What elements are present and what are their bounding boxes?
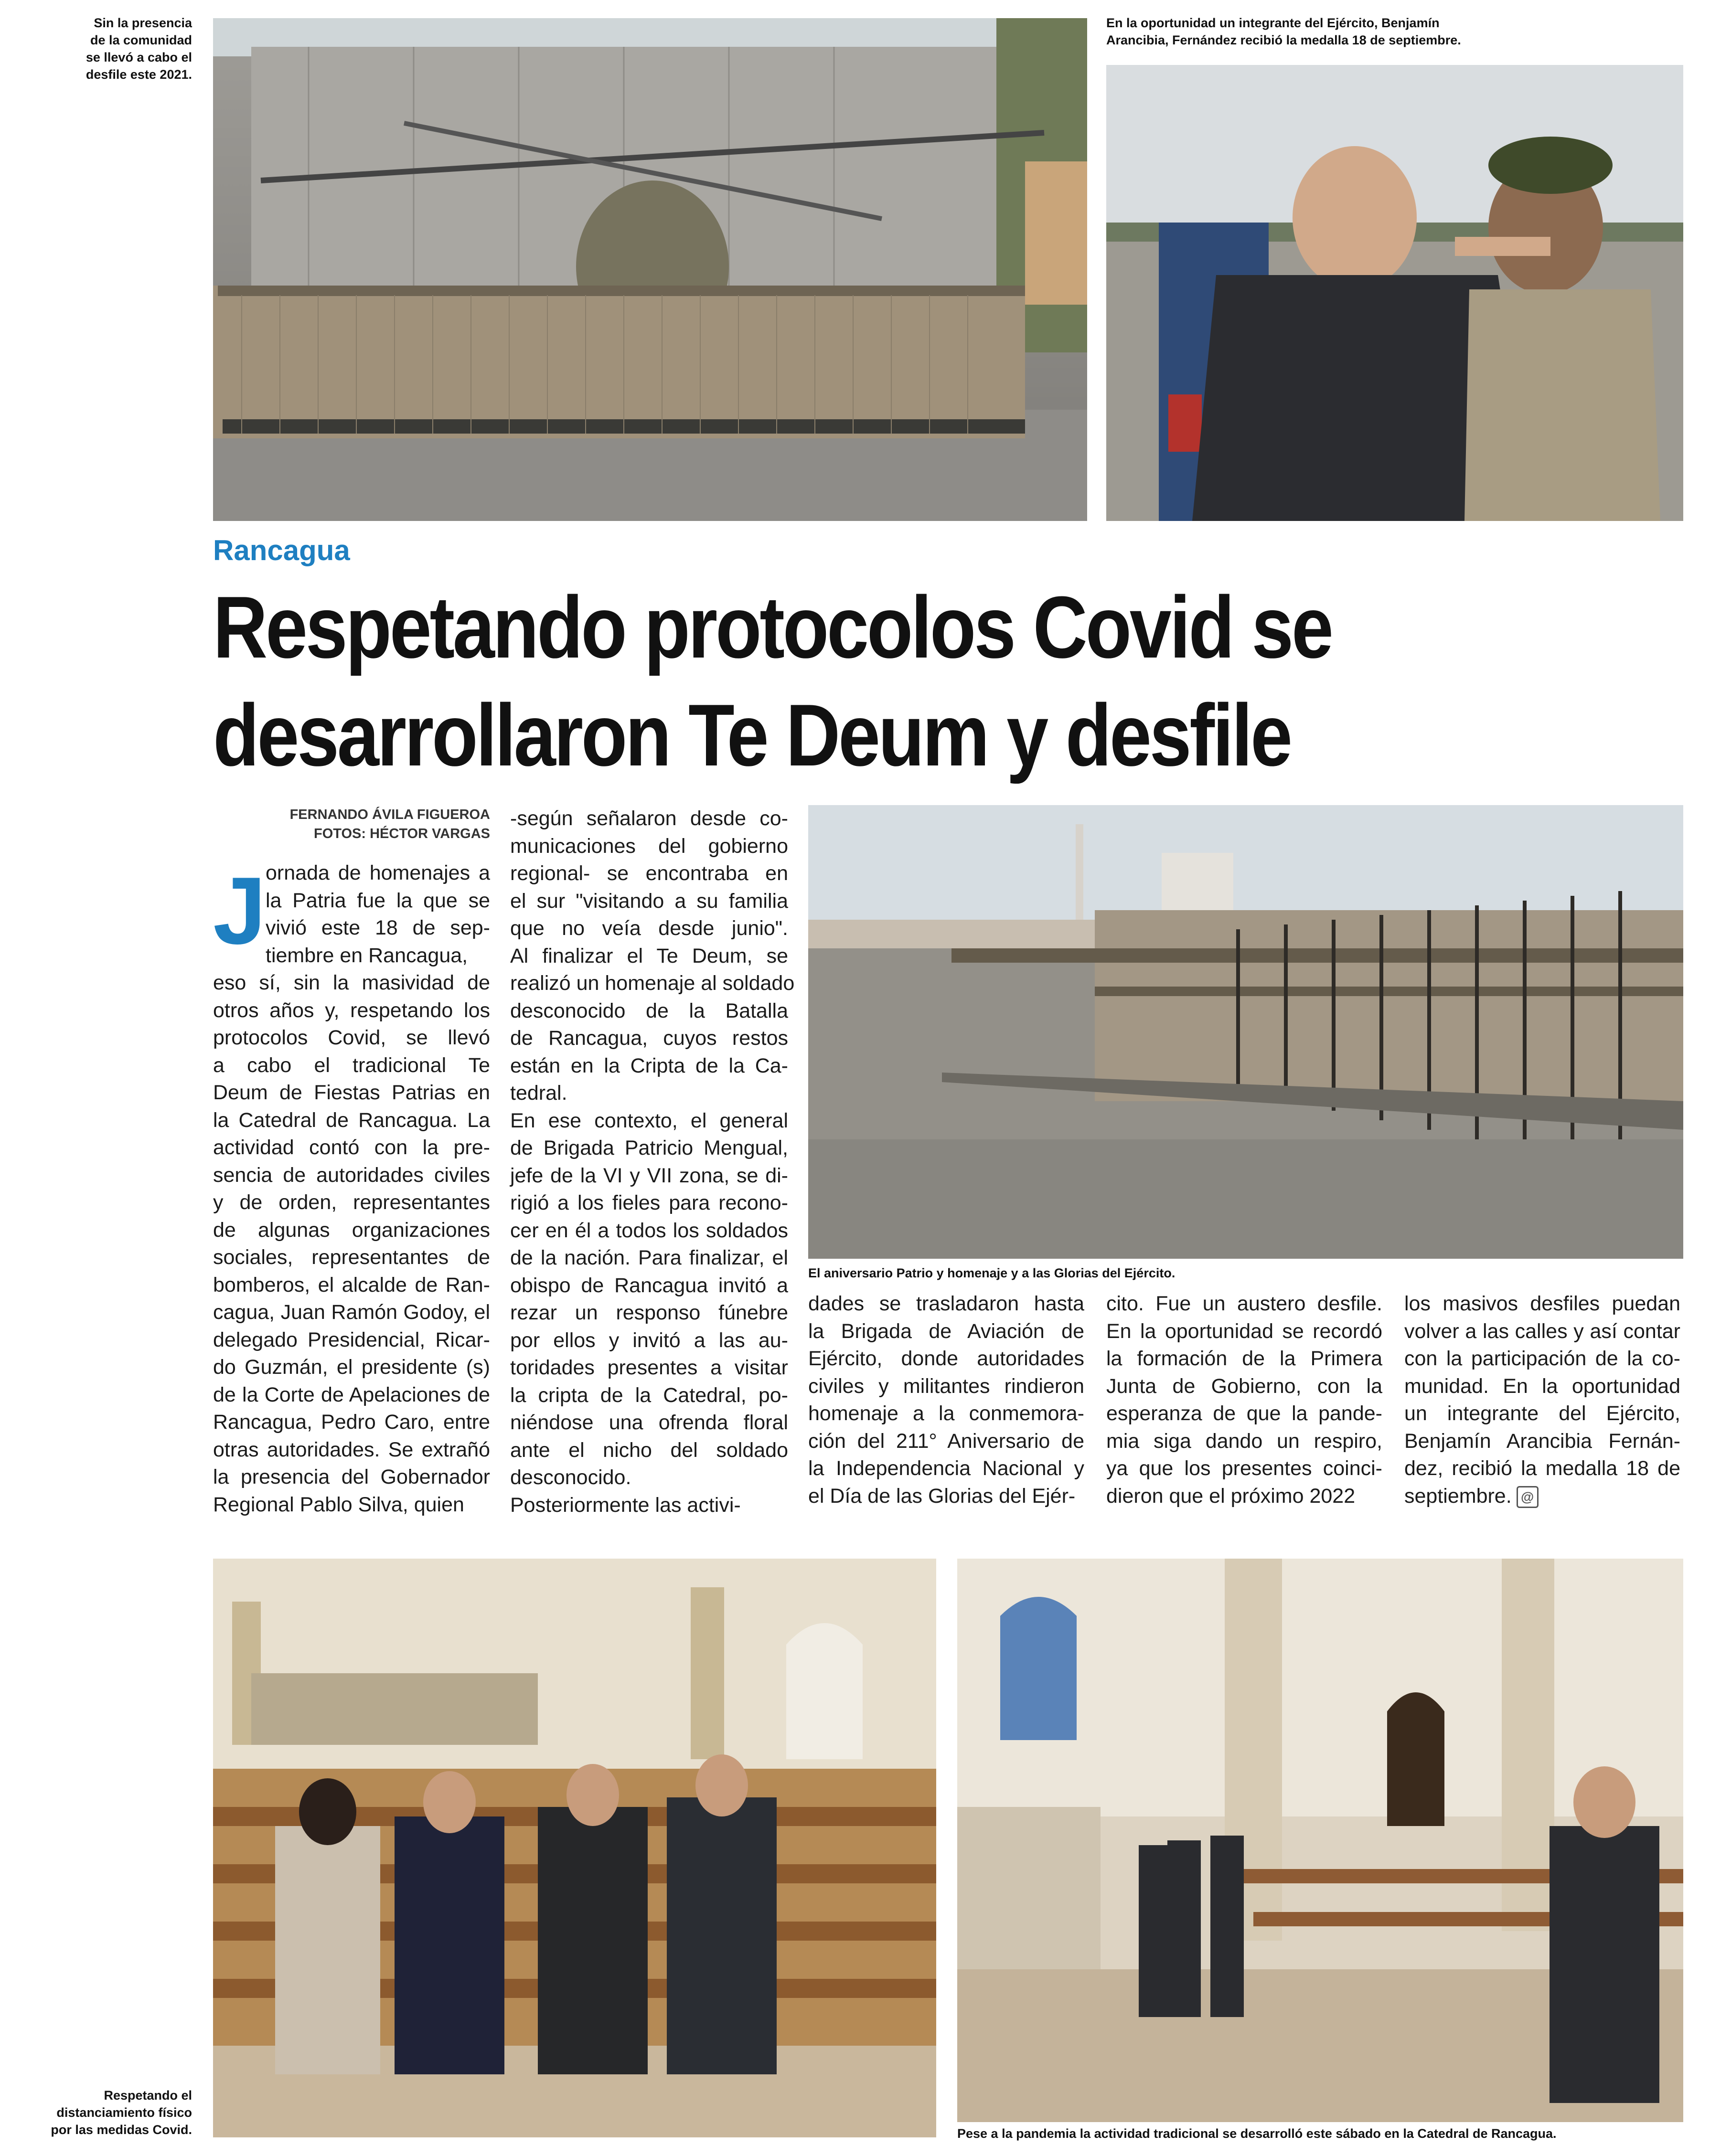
article-column-4 [1106,1290,1382,1510]
text-line: y de orden, representantes [213,1191,490,1214]
parade-helicopter-image [213,18,1087,521]
headline-line-2: desarrollaron Te Deum y desfile [213,686,1291,784]
article-column-5 [1404,1290,1680,1510]
caption-top-left [67,14,192,83]
text-line: sencia de autoridades civiles [213,1163,490,1187]
text-line: jefe de la VI y VII zona, se di- [510,1164,788,1187]
text-line: de la nación. Para finalizar, el [510,1246,788,1269]
text-line: otros años y, respetando los [213,998,490,1022]
text-line: En la oportunidad se recordó [1106,1319,1382,1343]
text-line: la cripta de la Catedral, po- [510,1383,788,1407]
text-line: la Brigada de Aviación de [808,1319,1084,1343]
text-line: delegado Presidencial, Ricar- [213,1328,490,1351]
text-line: Posteriormente las activi- [510,1493,741,1517]
headline [213,573,1470,789]
text-line: cagua, Juan Ramón Godoy, el [213,1301,490,1324]
text-line: rezar un responso fúnebre [510,1301,788,1324]
text-line: de Brigada Patricio Mengual, [510,1136,788,1159]
text-line: los masivos desfiles puedan [1404,1292,1680,1315]
text-line: sociales, representantes de [213,1246,490,1269]
caption-line: desfile este 2021. [86,67,192,82]
cathedral-seated-image [213,1559,936,2137]
text-line: de la Corte de Apelaciones de [213,1383,490,1406]
text-line: toridades presentes a visitar [510,1356,788,1379]
text-line: tedral. [510,1082,567,1105]
text-line: niéndose una ofrenda floral [510,1411,788,1434]
text-line: dades se trasladaron hasta [808,1292,1084,1315]
text-line: Ejército, donde autoridades [808,1347,1084,1370]
soldiers-rifles-image [808,805,1683,1259]
caption-line: por las medidas Covid. [51,2123,192,2137]
text-line: de algunas organizaciones [213,1218,490,1242]
text-line: por ellos y invitó a las au- [510,1328,788,1352]
caption-line: En la oportunidad un integrante del Ejército, Benjamín [1106,16,1440,30]
text-line: vivió este 18 de sep- [266,916,490,939]
text-line: Deum de Fiestas Patrias en [213,1081,490,1104]
caption-line: Respetando el [104,2088,192,2103]
text-line: Junta de Gobierno, con la [1106,1374,1382,1398]
caption-line: Arancibia, Fernández recibió la medalla 18 de septiembre. [1106,33,1461,47]
end-mark-icon: @ [1517,1486,1539,1508]
text-line: Benjamín Arancibia Fernán- [1404,1429,1680,1453]
text-line: -según señalaron desde co- [510,807,788,830]
text-line: realizó un homenaje al soldado [510,972,795,995]
text-line: el sur "visitando a su familia [510,889,788,913]
caption-top-right [1106,14,1679,49]
photo-medal-ceremony [1106,65,1683,521]
caption-line: se llevó a cabo el [86,50,192,64]
photo-cathedral-seated [213,1559,936,2137]
text-line: cer en él a todos los soldados [510,1219,788,1242]
text-line: municaciones del gobierno [510,834,788,858]
photo-cathedral-standing [957,1559,1683,2122]
photo-parade-helicopter [213,18,1087,521]
text-line: la Independencia Nacional y [808,1457,1084,1480]
text-line: con la participación de la co- [1404,1347,1680,1370]
drop-cap: J [213,858,267,964]
photo-credit: FOTOS: HÉCTOR VARGAS [314,826,490,841]
byline [213,805,490,843]
text-line: volver a las calles y así contar [1404,1319,1680,1343]
text-line: dez, recibió la medalla 18 de [1404,1457,1680,1480]
text-line: munidad. En la oportunidad [1404,1374,1680,1398]
text-line: rigió a los fieles para recono- [510,1191,788,1214]
text-line: bomberos, el alcalde de Ran- [213,1273,490,1296]
headline-line-1: Respetando protocolos Covid se [213,578,1332,676]
text-line: cito. Fue un austero desfile. [1106,1292,1382,1315]
text-line: esperanza de que la pande- [1106,1402,1382,1425]
caption-middle-photo: El aniversario Patrio y homenaje y a las Glorias del Ejército. [808,1266,1176,1280]
article-column-1 [213,969,490,1519]
article-column-1-indented [266,860,490,969]
text-line: civiles y militantes rindieron [808,1374,1084,1398]
medal-ceremony-image [1106,65,1683,521]
text-line: ya que los presentes coinci- [1106,1457,1382,1480]
text-line: protocolos Covid, se llevó [213,1026,490,1049]
text-line: En ese contexto, el general [510,1109,788,1132]
photo-soldiers-rifles [808,805,1683,1259]
article-column-3 [808,1290,1084,1510]
text-line: ante el nicho del soldado [510,1438,788,1462]
text-line: obispo de Rancagua invitó a [510,1274,788,1297]
text-line: la presencia del Gobernador [213,1466,490,1488]
text-line: Regional Pablo Silva, quien [213,1493,464,1516]
text-line: dieron que el próximo 2022 [1106,1484,1356,1508]
text-line: están en la Cripta de la Ca- [510,1054,788,1077]
article-column-2 [510,805,795,1519]
caption-bottom-right: Pese a la pandemia la actividad tradicional se desarrolló este sábado en la Catedral de Rancagua. [957,2126,1557,2141]
caption-bottom-left [19,2087,192,2138]
text-line: desconocido. [510,1466,631,1489]
text-line: actividad contó con la pre- [213,1136,490,1159]
text-line: la Patria fue la que se [266,889,490,912]
text-line: otras autoridades. Se extrañó [213,1438,490,1461]
cathedral-standing-image [957,1559,1683,2122]
text-line: a cabo el tradicional Te [213,1053,490,1077]
text-line: homenaje a la conmemora- [808,1402,1084,1425]
text-line: Rancagua, Pedro Caro, entre [213,1411,490,1434]
text-line: desconocido de la Batalla [510,999,788,1022]
text-line: septiembre. [1404,1484,1512,1508]
text-line: la Catedral de Rancagua. La [213,1108,490,1132]
text-line: ornada de homenajes a [266,861,490,884]
text-line: que no veía desde junio". [510,917,788,940]
text-line: un integrante del Ejército, [1404,1402,1680,1425]
text-line: ción del 211° Aniversario de [808,1429,1084,1453]
caption-line: de la comunidad [90,33,192,47]
text-line: la formación de la Primera [1106,1347,1382,1370]
text-line: mia siga dando un respiro, [1106,1429,1382,1453]
text-line: eso sí, sin la masividad de [213,971,490,994]
text-line: tiembre en Rancagua, [266,944,468,967]
section-label: Rancagua [213,534,350,566]
author-name: FERNANDO ÁVILA FIGUEROA [289,807,490,822]
text-line: el Día de las Glorias del Ejér- [808,1484,1076,1508]
caption-line: Sin la presencia [94,16,192,30]
text-line: do Guzmán, el presidente (s) [213,1356,490,1379]
text-line: regional- se encontraba en [510,862,788,885]
text-line: de Rancagua, cuyos restos [510,1027,788,1050]
caption-line: distanciamiento físico [56,2105,192,2120]
text-line: Al finalizar el Te Deum, se [510,944,788,967]
